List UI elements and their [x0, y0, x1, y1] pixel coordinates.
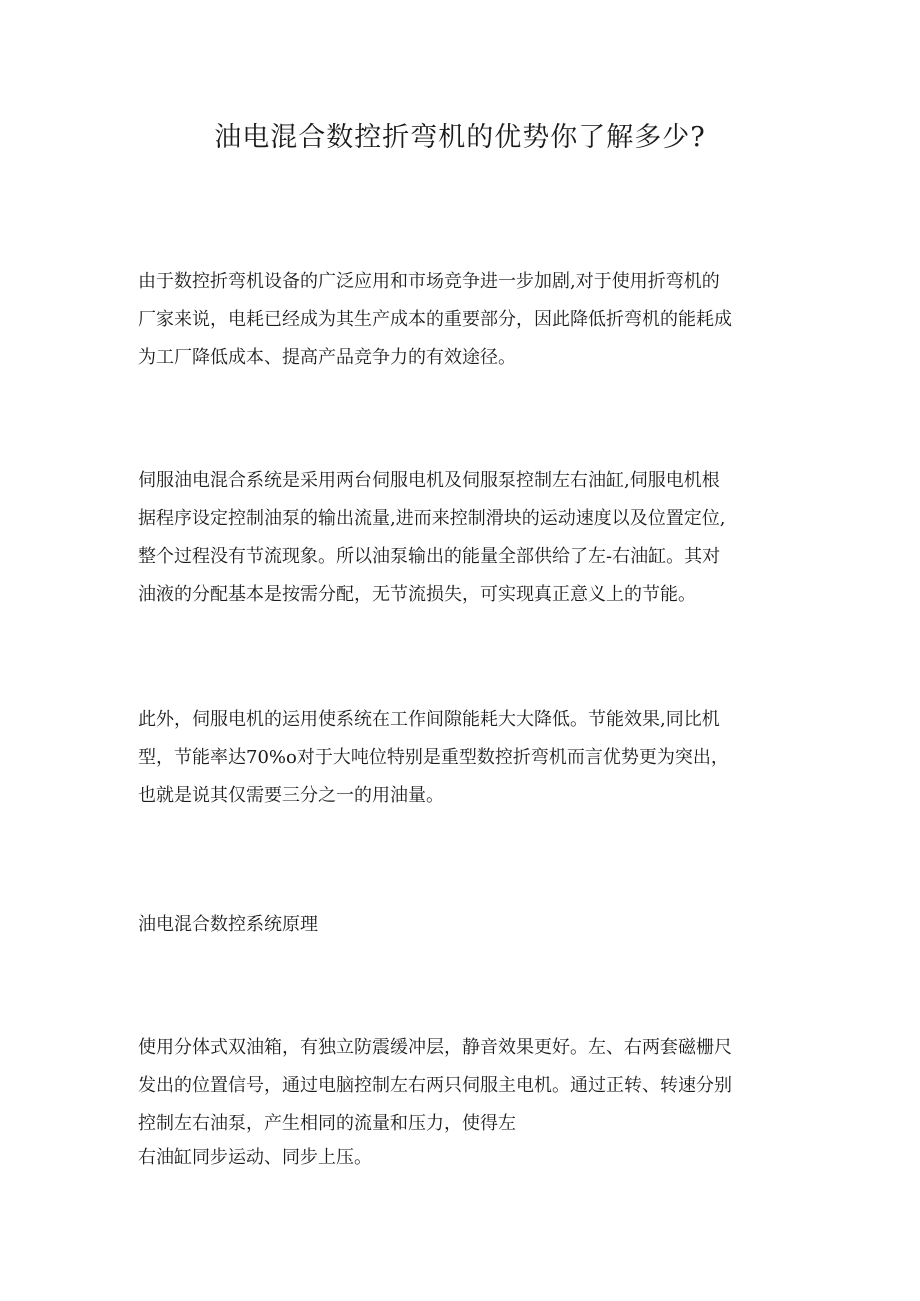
text-line: 由于数控折弯机设备的广泛应用和市场竞争进一步加剧,对于使用折弯机的: [138, 271, 720, 292]
section-heading-text: 油电混合数控系统原理: [138, 914, 318, 935]
text-line: 为工厂降低成本、提高产品竞争力的有效途径。: [138, 347, 516, 368]
text-line: 发出的位置信号，通过电脑控制左右两只伺服主电机。通过正转、转速分别: [138, 1075, 732, 1096]
text-line: 使用分体式双油箱，有独立防震缓冲层，静音效果更好。左、右两套磁栅尺: [138, 1037, 732, 1058]
text-line: 此外，伺服电机的运用使系统在工作间隙能耗大大降低。节能效果,同比机: [138, 709, 720, 730]
paragraph-servo-system: [138, 462, 803, 614]
document-title: 油电混合数控折弯机的优势你了解多少?: [214, 122, 706, 153]
paragraph-principle: [138, 1029, 803, 1173]
text-line: 伺服油电混合系统是采用两台伺服电机及伺服泵控制左右油缸,伺服电机根: [138, 470, 720, 491]
text-line: 控制左右油泵，产生相同的流量和压力，使得左: [138, 1113, 516, 1134]
paragraph-intro: [138, 263, 803, 377]
text-line: 油液的分配基本是按需分配，无节流损失，可实现真正意义上的节能。: [138, 584, 696, 605]
paragraph-energy-saving: [138, 701, 803, 815]
text-line: 也就是说其仅需要三分之一的用油量。: [138, 785, 444, 806]
text-line: 右油缸同步运动、同步上压。: [138, 1147, 372, 1168]
text-line: 整个过程没有节流现象。所以油泵输出的能量全部供给了左-右油缸。其对: [138, 546, 721, 567]
text-line: 厂家来说，电耗已经成为其生产成本的重要部分，因此降低折弯机的能耗成: [138, 309, 732, 330]
section-heading: [138, 906, 803, 944]
text-line: 型，节能率达70%o对于大吨位特别是重型数控折弯机而言优势更为突出，: [138, 747, 729, 768]
text-line: 据程序设定控制油泵的输出流量,进而来控制滑块的运动速度以及位置定位,: [138, 508, 726, 529]
